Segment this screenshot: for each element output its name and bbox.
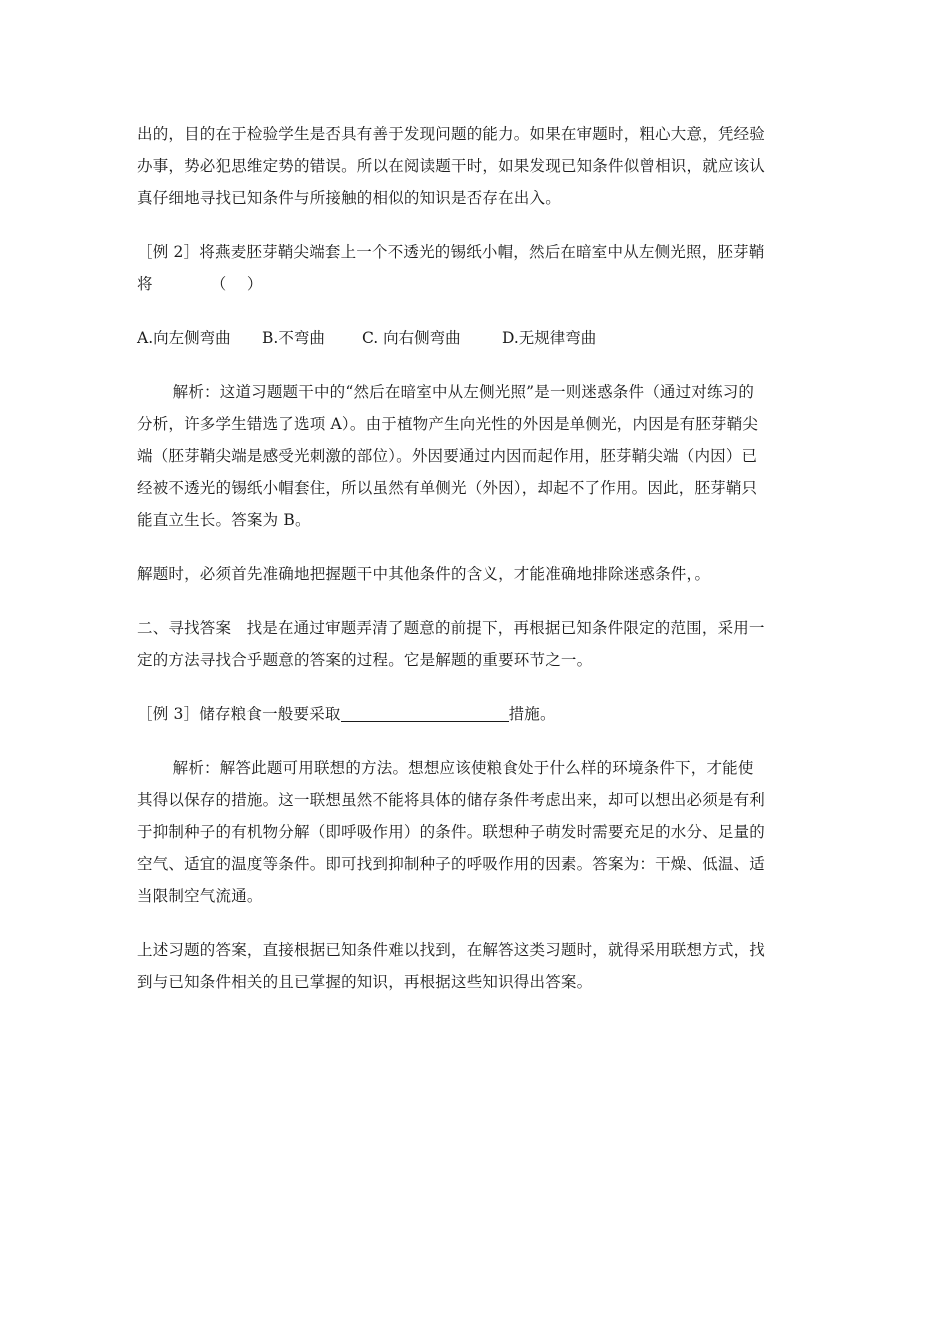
section-2-paragraph bbox=[137, 612, 815, 676]
analysis-3-paragraph bbox=[137, 752, 815, 912]
text-line: ［例 2］将燕麦胚芽鞘尖端套上一个不透光的锡纸小帽，然后在暗室中从左侧光照，胚芽鞘 bbox=[137, 243, 765, 261]
example-2-options bbox=[137, 322, 815, 354]
document-page bbox=[137, 118, 815, 998]
text-line: 其得以保存的措施。这一联想虽然不能将具体的储存条件考虑出来，却可以想出必须是有利 bbox=[137, 791, 766, 809]
text-line: 解析：解答此题可用联想的方法。想想应该使粮食处于什么样的环境条件下，才能使 bbox=[172, 759, 754, 777]
conclusion-paragraph bbox=[137, 934, 815, 998]
text-line: 真仔细地寻找已知条件与所接触的相似的知识是否存在出入。 bbox=[137, 189, 561, 207]
intro-paragraph bbox=[137, 118, 815, 214]
text-line bbox=[137, 268, 815, 300]
question-suffix: 措施。 bbox=[508, 705, 556, 723]
example-2-question bbox=[137, 236, 815, 300]
text-line: 到与已知条件相关的且已掌握的知识，再根据这些知识得出答案。 bbox=[137, 973, 593, 991]
text-line: 空气、适宜的温度等条件。即可找到抑制种子的呼吸作用的因素。答案为：干燥、低温、适 bbox=[137, 855, 766, 873]
text-line: 上述习题的答案，直接根据已知条件难以找到，在解答这类习题时，就得采用联想方式，找 bbox=[137, 941, 766, 959]
text-line: 当限制空气流通。 bbox=[137, 887, 263, 905]
text-line: 分析，许多学生错选了选项 A）。由于植物产生向光性的外因是单侧光，内因是有胚芽鞘尖 bbox=[137, 415, 759, 433]
option-d: D.无规律弯曲 bbox=[502, 329, 597, 347]
text-line: 二、寻找答案 找是在通过审题弄清了题意的前提下，再根据已知条件限定的范围，采用一 bbox=[137, 619, 765, 637]
analysis-2-paragraph bbox=[137, 376, 815, 536]
option-b: B.不弯曲 bbox=[262, 329, 325, 347]
example-3-question bbox=[137, 698, 815, 730]
text-line: 解析：这道习题题干中的“然后在暗室中从左侧光照”是一则迷惑条件（通过对练习的 bbox=[172, 383, 755, 401]
option-c: C. 向右侧弯曲 bbox=[362, 329, 461, 347]
option-a: A.向左侧弯曲 bbox=[137, 329, 231, 347]
question-prefix: 将 bbox=[137, 275, 153, 293]
text-line: 端（胚芽鞘尖端是感受光刺激的部位）。外因要通过内因而起作用，胚芽鞘尖端（内因）已 bbox=[137, 447, 758, 465]
text-line: 办事，势必犯思维定势的错误。所以在阅读题干时，如果发现已知条件似曾相识，就应该认 bbox=[137, 157, 766, 175]
text-line: 定的方法寻找合乎题意的答案的过程。它是解题的重要环节之一。 bbox=[137, 651, 593, 669]
text-line: 经被不透光的锡纸小帽套住，所以虽然有单侧光（外因），却起不了作用。因此，胚芽鞘只 bbox=[137, 479, 758, 497]
answer-blank bbox=[341, 705, 509, 722]
question-prefix: ［例 3］储存粮食一般要采取 bbox=[137, 705, 341, 723]
text-line: 于抑制种子的有机物分解（即呼吸作用）的条件。联想种子萌发时需要充足的水分、足量的 bbox=[137, 823, 766, 841]
answer-parentheses: （ ） bbox=[210, 275, 263, 293]
text-line: 能直立生长。答案为 B。 bbox=[137, 511, 311, 529]
text-line: 出的，目的在于检验学生是否具有善于发现问题的能力。如果在审题时，粗心大意，凭经验 bbox=[137, 125, 766, 143]
note-paragraph: 解题时，必须首先准确地把握题干中其他条件的含义，才能准确地排除迷惑条件，。 bbox=[137, 565, 711, 583]
